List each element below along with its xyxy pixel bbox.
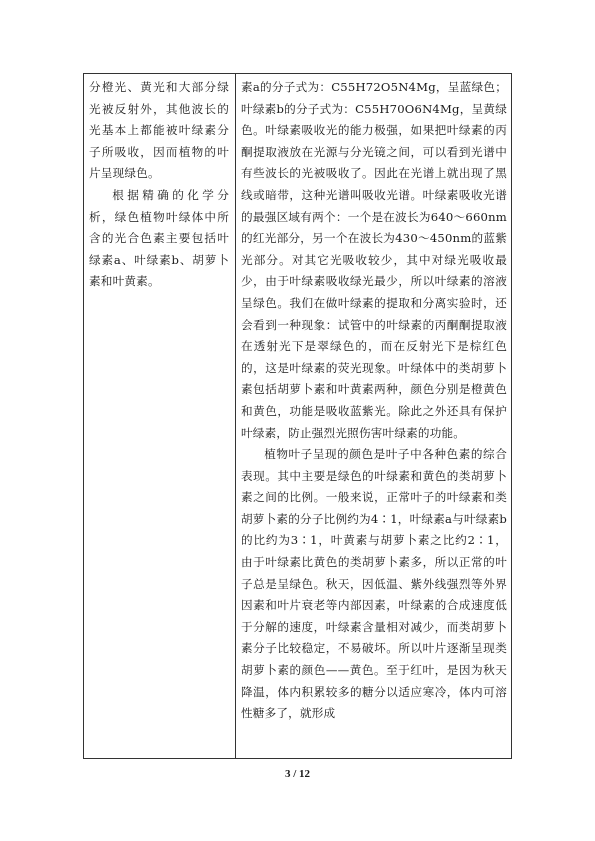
content-table (83, 73, 512, 759)
column-divider (235, 74, 236, 758)
right-paragraph-2: 植物叶子呈现的颜色是叶子中各种色素的综合表现。其中主要是绿色的叶绿素和黄色的类胡萝卜素之间的比例。一般来说，正常叶子的叶绿素和类胡萝卜素的分子比例约为4∶1，叶绿素a与叶绿素b的比约为3∶1，叶黄素与胡萝卜素之比约2∶1，由于叶绿素比黄色的类胡萝卜素多，所以正常的叶子总是呈绿色。秋天，因低温、紫外线强烈等外界因素和叶片衰老等内部因素，叶绿素的合成速度低于分解的速度，叶绿素含量相对减少，而类胡萝卜素分子比较稳定，不易破坏。所以叶片逐渐呈现类胡萝卜素的颜色——黄色。至于红叶，是因为秋天降温，体内积累较多的糖分以适应寒冷，体内可溶性糖多了，就形成 (241, 447, 507, 721)
right-paragraph-1: 素a的分子式为：C55H72O5N4Mg，呈蓝绿色；叶绿素b的分子式为：C55H70O6N4Mg，呈黄绿色。叶绿素吸收光的能力极强，如果把叶绿素的丙酮提取液放在光源与分光镜之间，可以看到光谱中有些波长的光被吸收了。因此在光谱上就出现了黑线或暗带，这种光谱叫吸收光谱。叶绿素吸收光谱的最强区域有两个：一个是在波长为640～660nm的红光部分，另一个在波长为430～450nm的蓝紫光部分。对其它光吸收较少，其中对绿光吸收最少，由于叶绿素吸收绿光最少，所以叶绿素的溶液呈绿色。我们在做叶绿素的提取和分离实验时，还会看到一种现象：试管中的叶绿素的丙酮酮提取液在透射光下是翠绿色的，而在反射光下是棕红色的，这是叶绿素的荧光现象。叶绿体中的类胡萝卜素包括胡萝卜素和叶黄素两种，颜色分别是橙黄色和黄色，功能是吸收蓝紫光。除此之外还具有保护叶绿素，防止强烈光照伤害叶绿素的功能。 (241, 80, 507, 440)
right-column (241, 77, 507, 725)
left-paragraph-2: 根据精确的化学分析，绿色植物叶绿体中所含的光合色素主要包括叶绿素a、叶绿素b、胡萝卜素和叶黄素。 (89, 187, 229, 289)
left-column (89, 77, 229, 293)
left-paragraph-1: 分橙光、黄光和大部分绿光被反射外，其他波长的光基本上都能被叶绿素分子所吸收，因而植物的叶片呈现绿色。 (89, 80, 229, 181)
page-number: 3 / 12 (284, 768, 311, 780)
